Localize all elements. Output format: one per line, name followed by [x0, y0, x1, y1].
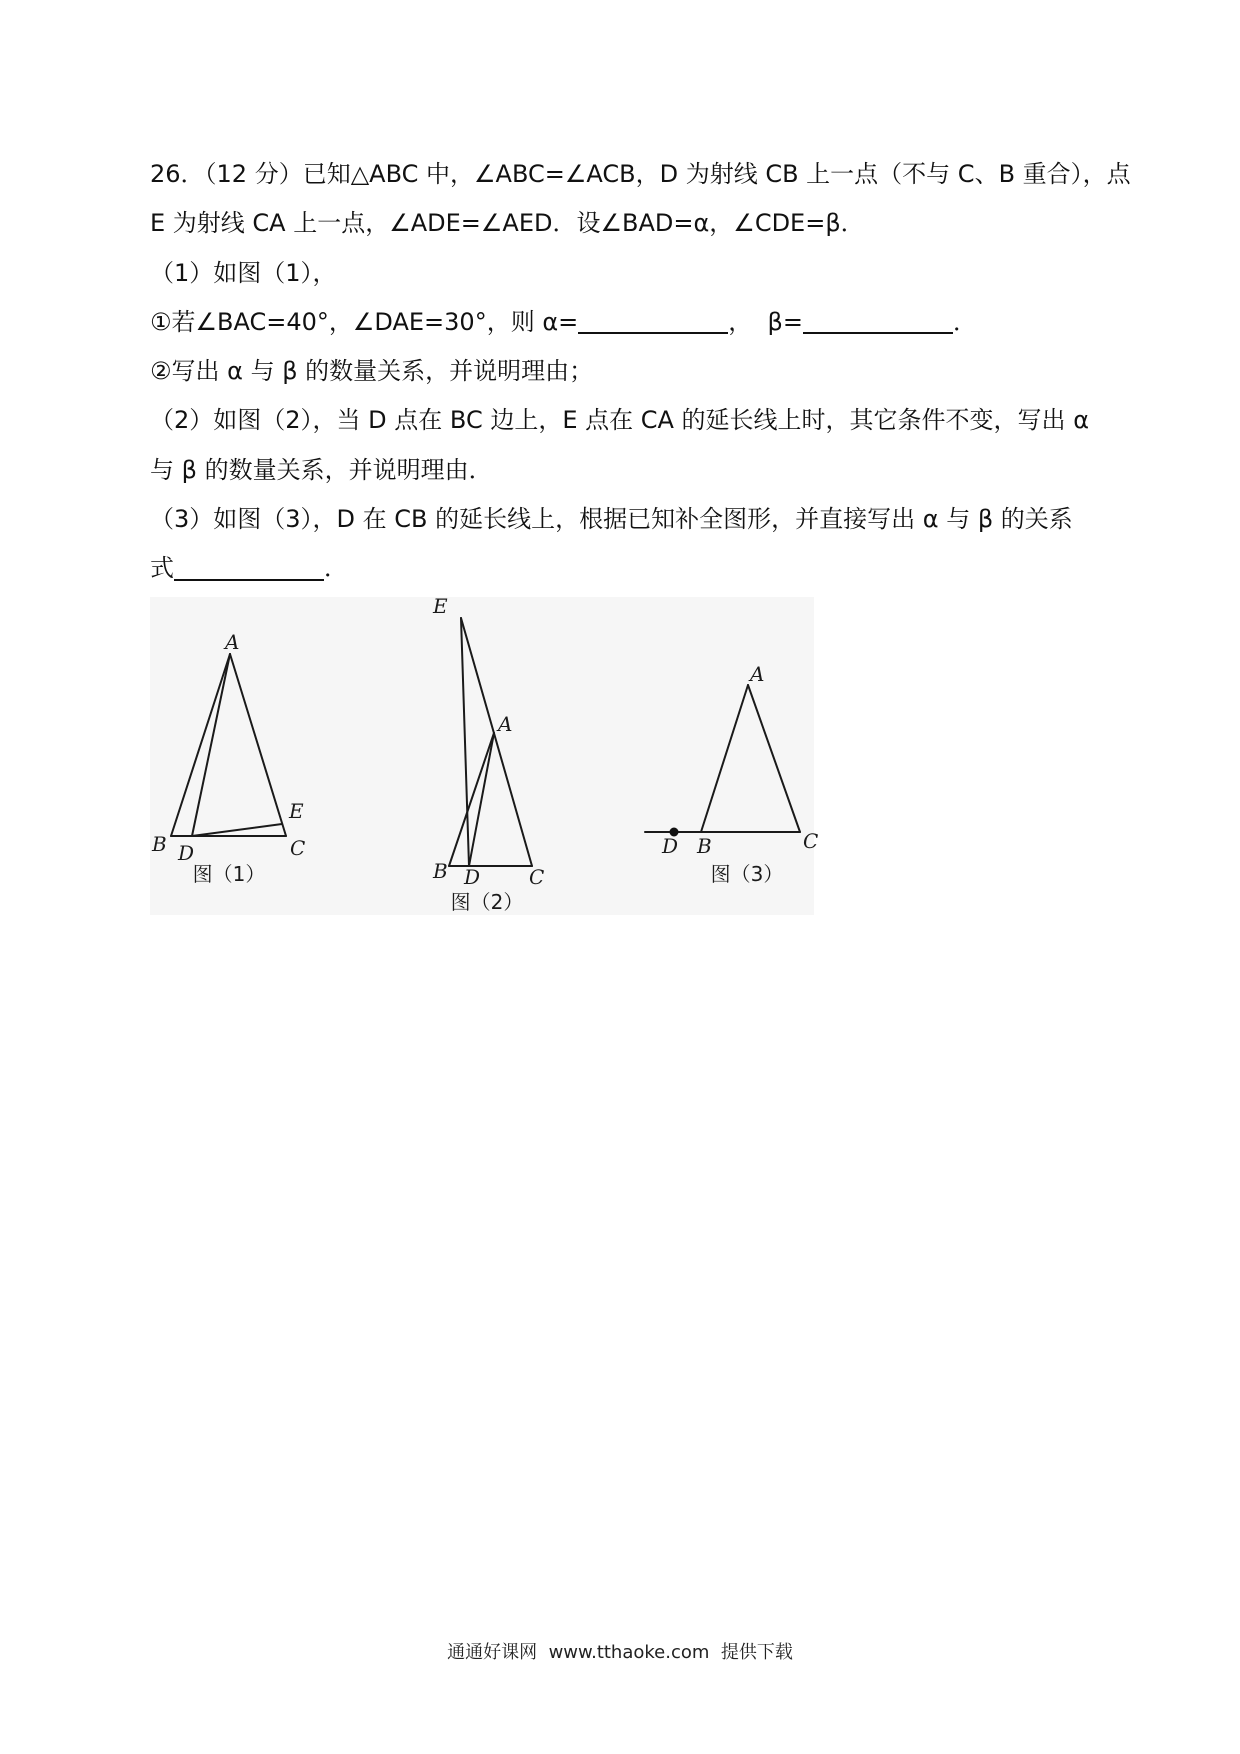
part-1-question-2: ②写出 α 与 β 的数量关系，并说明理由；: [150, 357, 594, 386]
fig3-label-d: D: [662, 834, 679, 858]
fig1-label-a: A: [225, 630, 240, 654]
fig2-label-d: D: [464, 865, 481, 889]
part-3-line-2: [150, 544, 1150, 593]
fig2-label-e: E: [433, 597, 448, 618]
part-2-line-2: 与 β 的数量关系，并说明理由．: [150, 455, 493, 484]
answer-blank-alpha: [578, 308, 728, 334]
part-3-suffix: ．: [324, 554, 348, 583]
answer-blank-beta: [803, 308, 953, 334]
page-footer: 通通好课网 www.tthaoke.com 提供下载: [447, 1642, 793, 1663]
fig2-label-c: C: [529, 865, 545, 889]
part-1-q1-suffix: ．: [952, 307, 977, 336]
part-2-line-1: （2）如图（2），当 D 点在 BC 边上，E 点在 CA 的延长线上时，其它条件不变，写出 α: [150, 406, 1090, 435]
fig1-label-b: B: [152, 832, 167, 856]
part-3-prefix: 式: [150, 554, 174, 583]
fig2-label-b: B: [433, 859, 448, 883]
fig1-caption: 图（1）: [192, 862, 266, 886]
fig3-label-c: C: [803, 829, 819, 853]
answer-blank-relation: [174, 555, 324, 581]
figures-panel: [150, 597, 820, 919]
fig1-label-e: E: [289, 799, 304, 823]
question-26: [150, 150, 1150, 594]
question-stem-line-2: E 为射线 CA 上一点，∠ADE=∠AED．设∠BAD=α，∠CDE=β．: [150, 209, 865, 238]
fig3-label-a: A: [750, 662, 765, 686]
part-1-heading: （1）如图（1），: [150, 258, 337, 287]
part-1-q1-middle: ， β=: [728, 307, 803, 336]
fig3-caption: 图（3）: [710, 862, 784, 886]
part-3-line-1: （3）如图（3），D 在 CB 的延长线上，根据已知补全图形，并直接写出 α 与 β 的关系: [150, 505, 1073, 534]
part-1-question-1: [150, 298, 1150, 347]
part-1-q1-prefix: ①若∠BAC=40°，∠DAE=30°，则 α=: [150, 307, 579, 336]
fig2-label-a: A: [498, 712, 513, 736]
fig3-label-b: B: [697, 834, 712, 858]
fig2-caption: 图（2）: [450, 890, 524, 914]
fig1-label-d: D: [178, 841, 195, 865]
fig1-label-c: C: [290, 836, 306, 860]
question-stem-line-1: 26．（12 分）已知△ABC 中，∠ABC=∠ACB，D 为射线 CB 上一点（不与 C、B 重合），点: [150, 160, 1131, 188]
